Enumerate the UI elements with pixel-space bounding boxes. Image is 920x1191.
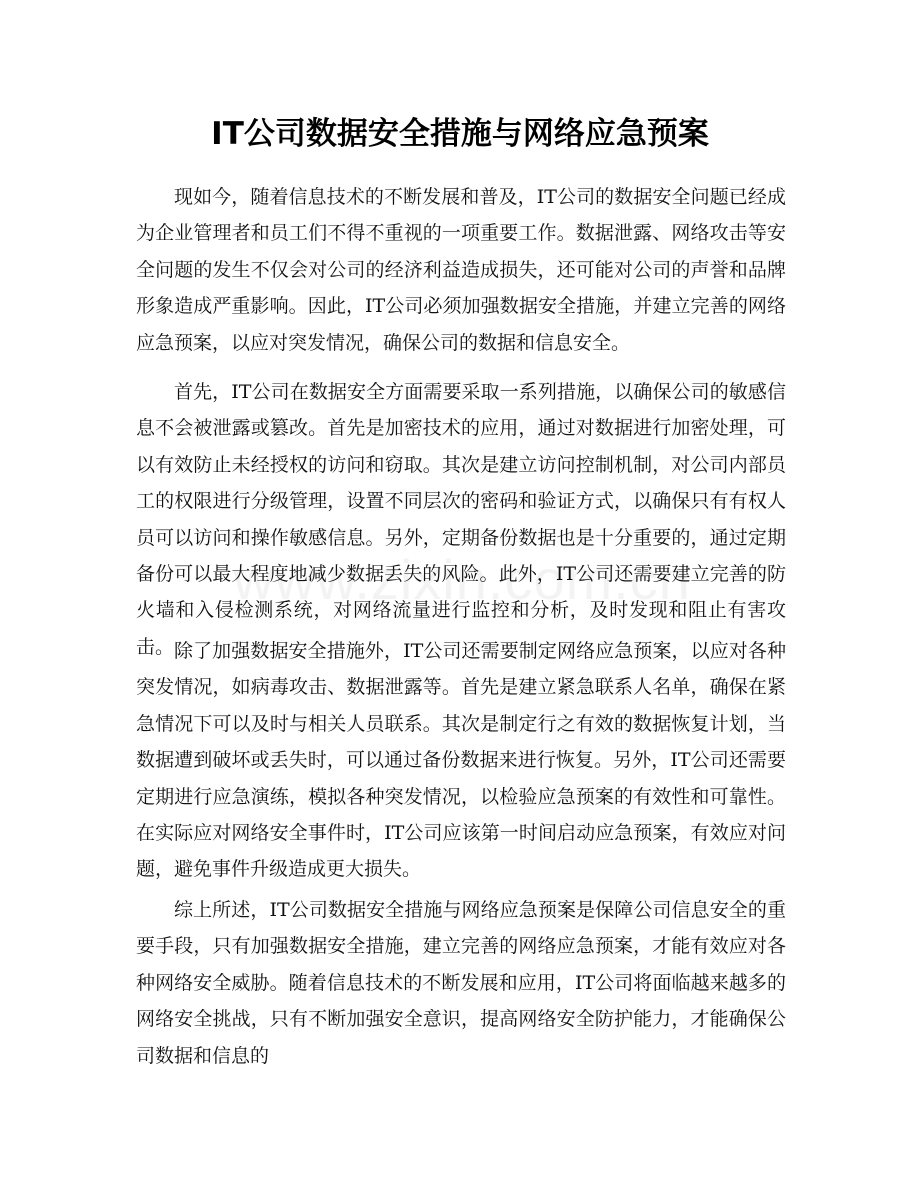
- paragraph-emergency-plan: 除了加强数据安全措施外，IT公司还需要制定网络应急预案，以应对各种突发情况，如病毒攻击、数据泄露等。首先是建立紧急联系人名单，确保在紧急情况下可以及时与相关人员联系。其次是制定行之有效的数据恢复计划，当数据遭到破坏或丢失时，可以通过备份数据来进行恢复。另外，IT公司还需要定期进行应急演练，模拟各种突发情况，以检验应急预案的有效性和可靠性。在实际应对网络安全事件时，IT公司应该第一时间启动应急预案，有效应对问题，避免事件升级造成更大损失。: [136, 640, 786, 881]
- paragraph-data-security-measures: 首先，IT公司在数据安全方面需要采取一系列措施，以确保公司的敏感信息不会被泄露或篡改。首先是加密技术的应用，通过对数据进行加密处理，可以有效防止未经授权的访问和窃取。其次是建立访问控制机制，对公司内部员工的权限进行分级管理，设置不同层次的密码和验证方式，以确保只有有权人员可以访问和操作敏感信息。另外，定期备份数据也是十分重要的，通过定期备份可以最大程度地减少数据丢失的风险。此外，IT公司还需要建立完善的防火墙和入侵检测系统，对网络流量进行监控和分析，及时发现和阻止有害攻击。: [136, 381, 786, 658]
- paragraph-conclusion: 综上所述，IT公司数据安全措施与网络应急预案是保障公司信息安全的重要手段，只有加强数据安全措施，建立完善的网络应急预案，才能有效应对各种网络安全威胁。随着信息技术的不断发展和应用，IT公司将面临越来越多的网络安全挑战，只有不断加强安全意识，提高网络安全防护能力，才能确保公司数据和信息的: [136, 899, 786, 1067]
- document-title: IT公司数据安全措施与网络应急预案: [211, 116, 709, 152]
- paragraph-intro: 现如今，随着信息技术的不断发展和普及，IT公司的数据安全问题已经成为企业管理者和员工们不得不重视的一项重要工作。数据泄露、网络攻击等安全问题的发生不仅会对公司的经济利益造成损失，还可能对公司的声誉和品牌形象造成严重影响。因此，IT公司必须加强数据安全措施，并建立完善的网络应急预案，以应对突发情况，确保公司的数据和信息安全。: [136, 186, 786, 354]
